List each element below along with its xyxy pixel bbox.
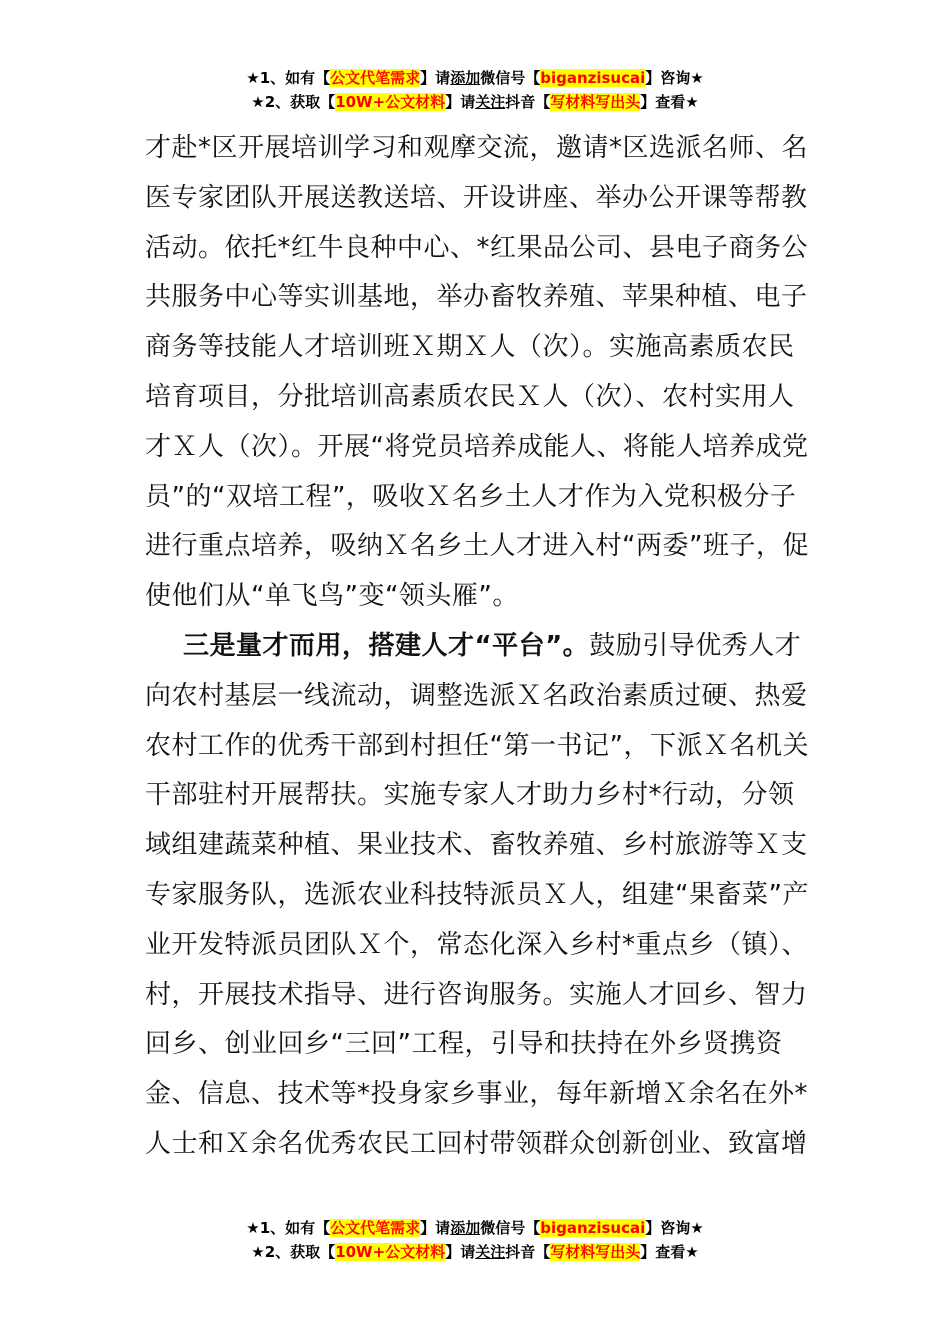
banner-text: 微信号【 [480,1219,541,1237]
banner-emphasis: 添加 [450,1219,481,1237]
banner-line-2 [0,1240,950,1264]
wechat-id: biganzisucai [540,1219,646,1237]
banner-text: 】请 [445,1243,476,1261]
service-highlight: 公文代笔需求 [330,1219,421,1237]
douyin-id: 写材料写出头 [550,1243,641,1261]
banner-text: 】查看★ [640,1243,699,1261]
banner-text: 】请 [445,93,476,111]
footer-banner [0,1216,950,1264]
banner-emphasis: 添加 [450,69,481,87]
header-banner [0,66,950,114]
douyin-id: 写材料写出头 [550,93,641,111]
section-heading: 三是量才而用，搭建人才“平台”。 [183,630,590,661]
service-highlight: 公文代笔需求 [330,69,421,87]
banner-text: ★2、获取【 [251,1243,336,1261]
materials-highlight: 10W+公文材料 [335,1243,446,1261]
banner-text: 】咨询★ [645,69,704,87]
banner-emphasis: 关注 [475,1243,506,1261]
banner-text: 】咨询★ [645,1219,704,1237]
banner-text: 抖音【 [505,93,551,111]
banner-text: 微信号【 [480,69,541,87]
paragraph-2 [145,622,810,1170]
banner-emphasis: 关注 [475,93,506,111]
banner-text: ★1、如有【 [246,69,331,87]
banner-text: 抖音【 [505,1243,551,1261]
banner-text: 】请 [420,1219,451,1237]
banner-line-2 [0,90,950,114]
banner-text: ★1、如有【 [246,1219,331,1237]
document-body [145,124,810,1170]
paragraph-1: 才赴*区开展培训学习和观摩交流，邀请*区选派名师、名医专家团队开展送教送培、开设讲座、举办公开课等帮教活动。依托*红牛良种中心、*红果品公司、县电子商务公共服务中心等实训基地，举办畜牧养殖、苹果种植、电子商务等技能人才培训班Ｘ期Ｘ人（次）。实施高素质农民培育项目，分批培训高素质农民Ｘ人（次）、农村实用人才Ｘ人（次）。开展“将党员培养成能人、将能人培养成党员”的“双培工程”，吸收Ｘ名乡土人才作为入党积极分子进行重点培养，吸纳Ｘ名乡土人才进入村“两委”班子，促使他们从“单飞鸟”变“领头雁”。 [145,133,809,612]
paragraph-2-body: 鼓励引导优秀人才向农村基层一线流动，调整选派Ｘ名政治素质过硬、热爱农村工作的优秀干部到村担任“第一书记”，下派Ｘ名机关干部驻村开展帮扶。实施专家人才助力乡村*行动，分领域组建蔬菜种植、果业技术、畜牧养殖、乡村旅游等Ｘ支专家服务队，选派农业科技特派员Ｘ人，组建“果畜菜”产业开发特派员团队Ｘ个，常态化深入乡村*重点乡（镇）、村，开展技术指导、进行咨询服务。实施人才回乡、智力回乡、创业回乡“三回”工程，引导和扶持在外乡贤携资金、信息、技术等*投身家乡事业，每年新增Ｘ余名在外*人士和Ｘ余名优秀农民工回村带领群众创新创业、致富增 [145,630,809,1159]
banner-line-1 [0,1216,950,1240]
banner-line-1 [0,66,950,90]
banner-text: 】查看★ [640,93,699,111]
banner-text: 】请 [420,69,451,87]
banner-text: ★2、获取【 [251,93,336,111]
wechat-id: biganzisucai [540,69,646,87]
materials-highlight: 10W+公文材料 [335,93,446,111]
